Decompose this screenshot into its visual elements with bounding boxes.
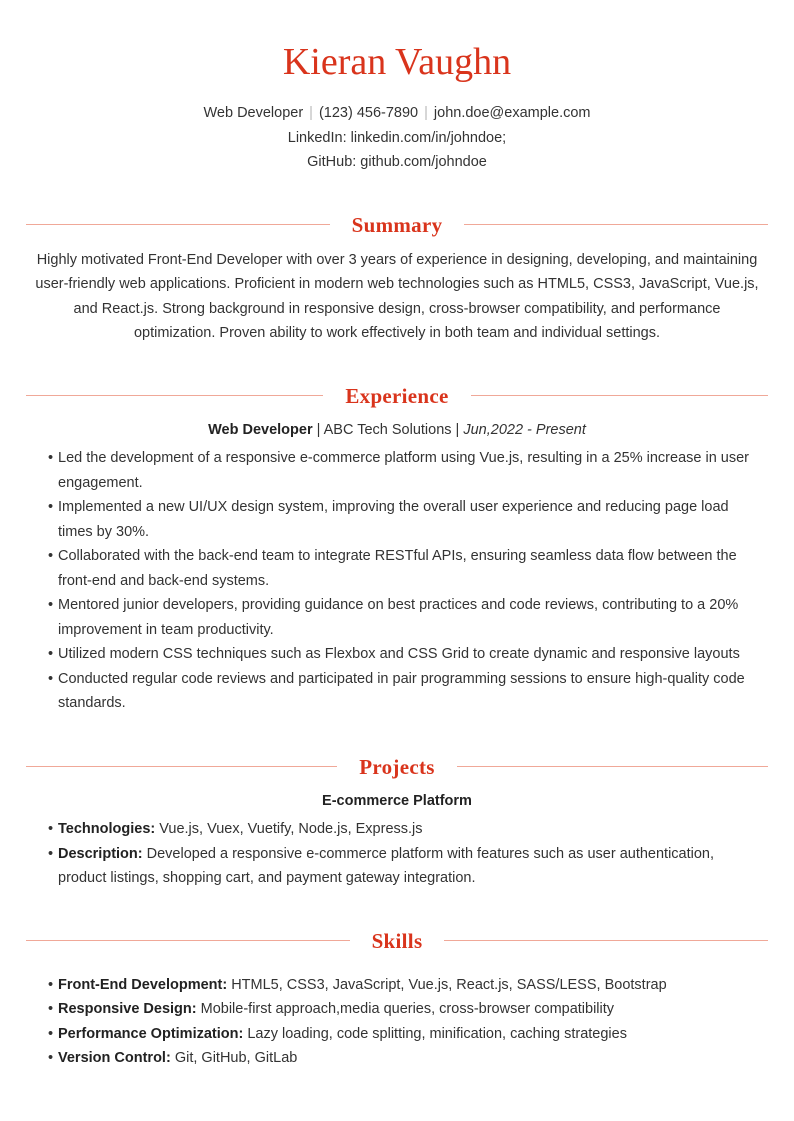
- list-item: • Implemented a new UI/UX design system, improving the overall user experience and reducing page load times by 30%.: [58, 495, 768, 544]
- linkedin[interactable]: LinkedIn: linkedin.com/in/johndoe;: [287, 129, 507, 146]
- candidate-name: Kieran Vaughn: [282, 41, 512, 83]
- item-label: Version Control:: [58, 1050, 171, 1066]
- list-item: [58, 817, 768, 842]
- list-item: [58, 973, 768, 998]
- item-text: Vue.js, Vuex, Vuetify, Node.js, Express.js: [155, 821, 423, 837]
- divider: [457, 766, 768, 767]
- list-item: [58, 842, 768, 891]
- item-label: Front-End Development:: [58, 976, 228, 993]
- item-text: Git, GitHub, GitLab: [170, 1050, 298, 1066]
- divider: [464, 224, 768, 225]
- divider: [444, 940, 768, 941]
- item-label: Performance Optimization:: [58, 1025, 244, 1042]
- projects-section-header: [26, 753, 768, 781]
- summary-heading: Summary: [351, 212, 443, 237]
- experience-dates: Jun,2022 - Present: [463, 421, 586, 438]
- project-title: E-commerce Platform: [322, 792, 472, 809]
- divider: [26, 395, 323, 396]
- item-text: Mobile-first approach,media queries, cross-browser compatibility: [196, 1001, 615, 1017]
- experience-bullets: [26, 446, 768, 716]
- experience-section-header: [26, 382, 768, 410]
- experience-entry-header: Web Developer | ABC Tech Solutions | Jun,2022 - Present: [208, 421, 586, 438]
- list-item: [58, 1022, 768, 1047]
- experience-heading: Experience: [345, 383, 449, 408]
- contact-line-1: [26, 101, 768, 126]
- phone: (123) 456-7890: [318, 105, 419, 121]
- item-label: Description:: [58, 845, 143, 862]
- skills-heading: Skills: [371, 928, 423, 953]
- job-title: Web Developer: [203, 105, 304, 121]
- skills-section-header: [26, 927, 768, 955]
- list-item: • Conducted regular code reviews and participated in pair programming sessions to ensure high-quality code standards.: [58, 667, 768, 716]
- separator: |: [309, 105, 313, 121]
- list-item: [58, 1046, 768, 1071]
- item-text: Developed a responsive e-commerce platform with features such as user authentication, product listings, shopping cart, and payment gateway integration.: [58, 845, 715, 886]
- contact-block: [26, 101, 768, 175]
- list-item: • Led the development of a responsive e-commerce platform using Vue.js, resulting in a 25% increase in user engagement.: [58, 446, 768, 495]
- item-label: Technologies:: [58, 821, 156, 837]
- email[interactable]: john.doe@example.com: [433, 105, 591, 121]
- experience-role: Web Developer: [208, 421, 313, 438]
- list-item: • Mentored junior developers, providing guidance on best practices and code reviews, contributing to a 20% improvement in team productivity.: [58, 593, 768, 642]
- divider: [26, 940, 350, 941]
- item-text: HTML5, CSS3, JavaScript, Vue.js, React.js, SASS/LESS, Bootstrap: [227, 976, 667, 993]
- divider: [26, 224, 330, 225]
- summary-text: Highly motivated Front-End Developer with over 3 years of experience in designing, developing, and maintaining user-friendly web applications. Proficient in modern web technologies such as HTML5, CSS3, JavaScript, Vue.js, and React.js. Strong background in responsive design, cross-browser compatibility, and performance optimization. Proven ability to work effectively in both team and individual settings.: [35, 251, 759, 341]
- summary-section-header: [26, 211, 768, 239]
- item-label: Responsive Design:: [58, 1001, 197, 1017]
- skills-bullets: [26, 973, 768, 1071]
- item-text: Lazy loading, code splitting, minification, caching strategies: [243, 1025, 627, 1042]
- list-item: • Utilized modern CSS techniques such as Flexbox and CSS Grid to create dynamic and responsive layouts: [58, 642, 768, 667]
- list-item: • Collaborated with the back-end team to integrate RESTful APIs, ensuring seamless data flow between the front-end and back-end systems.: [58, 544, 768, 593]
- project-bullets: [26, 817, 768, 891]
- divider: [26, 766, 337, 767]
- experience-company: ABC Tech Solutions: [323, 421, 452, 438]
- projects-heading: Projects: [359, 754, 435, 779]
- separator: |: [424, 105, 428, 121]
- github[interactable]: GitHub: github.com/johndoe: [307, 154, 487, 170]
- list-item: [58, 997, 768, 1022]
- divider: [471, 395, 768, 396]
